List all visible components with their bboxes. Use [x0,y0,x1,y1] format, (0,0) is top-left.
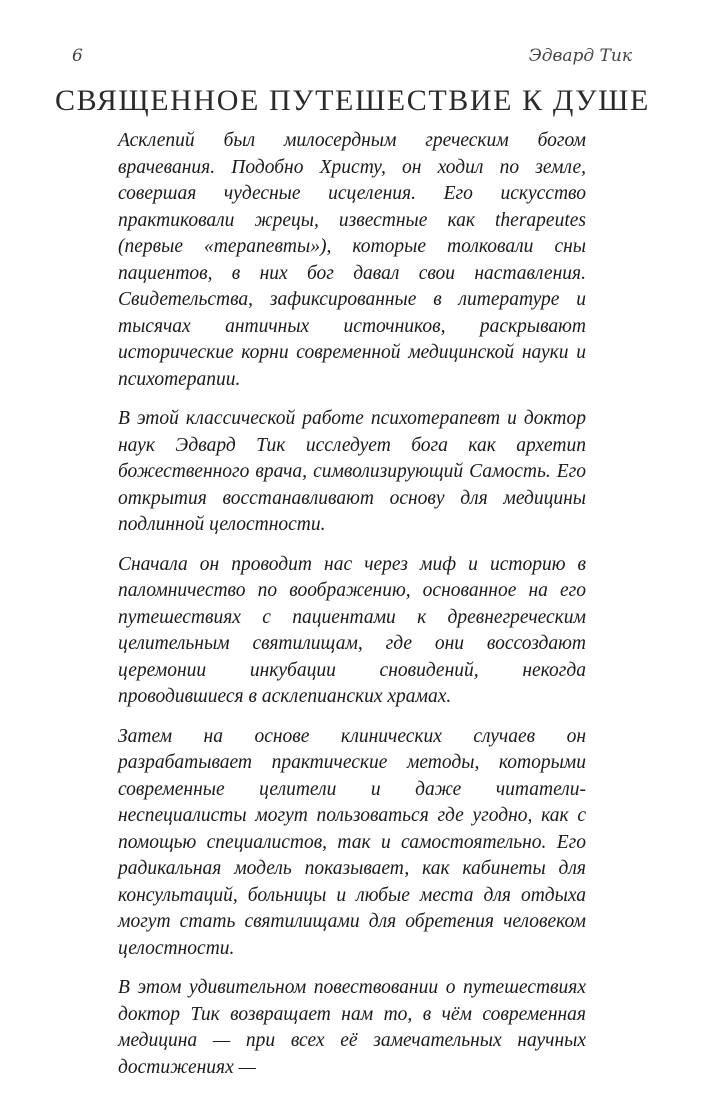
chapter-title: СВЯЩЕННОЕ ПУТЕШЕСТВИЕ К ДУШЕ [55,84,650,117]
running-head: Эдвард Тик [528,46,632,66]
body-text [118,128,586,1094]
paragraph-4: Затем на основе клинических случаев он разрабатывает практические методы, которыми современные целители и даже читатели-неспециалисты могут пользоваться где угодно, как с помощью специалистов, так и самостоятельно. Его радикальная модель показывает, как кабинеты для консультаций, больницы и любые места для отдыха могут стать святилищами для обретения человеком целостности. [118,725,586,959]
paragraph-2: В этой классической работе психотерапевт и доктор наук Эдвард Тик исследует бога как архетип божественного врача, символизирующий Самость. Его открытия восстанавливают основу для медицины подлинной целостности. [118,408,586,535]
paragraph-1: Асклепий был милосердным греческим богом врачевания. Подобно Христу, он ходил по земле, совершая чудесные исцеления. Его искусство практиковали жрецы, известные как therapeutes (первые «терапевты»), которые толковали сны пациентов, в них бог давал свои наставления. Свидетельства, зафиксированные в литературе и тысячах античных источников, раскрывают исторические корни современной медицинской науки и психотерапии. [118,130,586,390]
paragraph-5: В этом удивительном повествовании о путешествиях доктор Тик возвращает нам то, в чём современная медицина — при всех её замечательных научных достижениях — [118,977,586,1078]
page-number: 6 [72,46,83,66]
paragraph-3: Сначала он проводит нас через миф и историю в паломничество по воображению, основанное на его путешествиях с пациентами к древнегреческим целительным святилищам, где они воссоздают церемонии инкубации сновидений, некогда проводившиеся в асклепианских храмах. [118,553,586,707]
